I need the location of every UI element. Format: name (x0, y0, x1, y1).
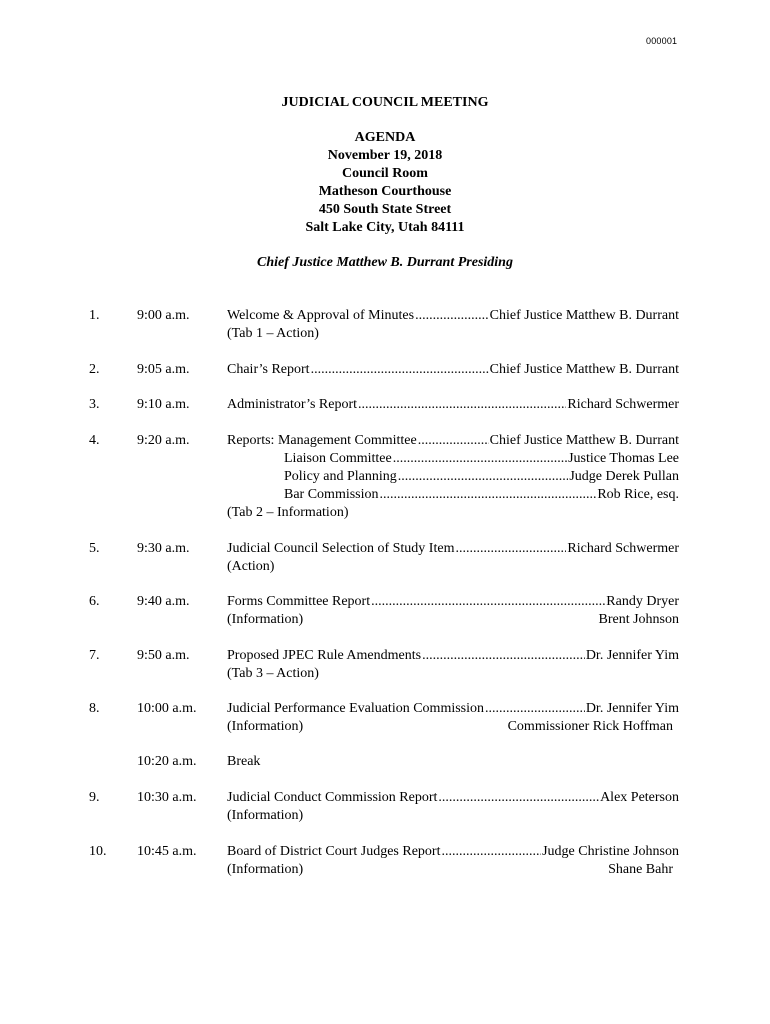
item-topic: Break (227, 754, 261, 769)
item-second-presenter: Shane Bahr (608, 862, 673, 877)
item-note: (Tab 1 – Action) (227, 326, 319, 341)
item-time: 9:05 a.m. (137, 362, 190, 377)
dot-leader (441, 843, 541, 861)
item-time: 9:50 a.m. (137, 648, 190, 663)
item-number: 7. (89, 648, 100, 663)
sub-report-name: Policy and Planning (284, 469, 397, 484)
item-time: 10:45 a.m. (137, 844, 197, 859)
item-time: 9:10 a.m. (137, 397, 190, 412)
meeting-building: Matheson Courthouse (318, 184, 452, 199)
dot-leader (311, 361, 489, 379)
sub-report-presenter: Rob Rice, esq. (597, 487, 679, 502)
item-topic: Proposed JPEC Rule Amendments (227, 648, 422, 663)
dot-leader (422, 647, 585, 665)
agenda-header (0, 94, 770, 237)
item-topic: Forms Committee Report (227, 594, 371, 609)
item-topic: Chair’s Report (227, 362, 310, 377)
dot-leader (415, 307, 489, 325)
item-note: (Information) (227, 612, 304, 627)
item-presenter: Alex Peterson (600, 790, 679, 805)
sub-report-name: Bar Commission (284, 487, 379, 502)
item-second-presenter: Commissioner Rick Hoffman (507, 719, 673, 734)
item-topic: Judicial Conduct Commission Report (227, 790, 438, 805)
item-time: 9:30 a.m. (137, 541, 190, 556)
item-presenter: Randy Dryer (606, 594, 679, 609)
item-number: 9. (89, 790, 100, 805)
item-note: (Information) (227, 808, 304, 823)
dot-leader (398, 468, 569, 486)
dot-leader (358, 396, 566, 414)
item-time: 9:40 a.m. (137, 594, 190, 609)
header-line: AGENDA (354, 130, 416, 145)
item-number: 10. (89, 844, 107, 859)
item-number: 1. (89, 308, 100, 323)
presiding-line: Chief Justice Matthew B. Durrant Presiding (257, 255, 513, 270)
item-number: 4. (89, 433, 100, 448)
sub-report-name: Liaison Committee (284, 451, 392, 466)
dot-leader (418, 432, 489, 450)
dot-leader (380, 486, 597, 504)
item-note: (Action) (227, 559, 275, 574)
dot-leader (485, 700, 585, 718)
meeting-date: November 19, 2018 (327, 148, 443, 163)
page-number: 000001 (646, 36, 678, 46)
dot-leader (455, 540, 566, 558)
item-presenter: Chief Justice Matthew B. Durrant (489, 308, 679, 323)
item-number: 3. (89, 397, 100, 412)
dot-leader (393, 450, 567, 468)
item-number: 2. (89, 362, 100, 377)
item-topic: Board of District Court Judges Report (227, 844, 441, 859)
sub-report-presenter: Judge Derek Pullan (569, 469, 679, 484)
item-presenter: Dr. Jennifer Yim (585, 701, 679, 716)
item-time: 10:20 a.m. (137, 754, 197, 769)
item-number: 5. (89, 541, 100, 556)
item-presenter: Judge Christine Johnson (542, 844, 679, 859)
item-topic: Administrator’s Report (227, 397, 358, 412)
item-presenter: Dr. Jennifer Yim (585, 648, 679, 663)
item-note: (Tab 2 – Information) (227, 505, 349, 520)
item-presenter: Chief Justice Matthew B. Durrant (489, 433, 679, 448)
item-second-presenter: Brent Johnson (598, 612, 679, 627)
dot-leader (371, 593, 605, 611)
item-time: 9:00 a.m. (137, 308, 190, 323)
item-note: (Tab 3 – Action) (227, 666, 319, 681)
item-time: 9:20 a.m. (137, 433, 190, 448)
item-note: (Information) (227, 719, 304, 734)
meeting-room: Council Room (342, 166, 428, 181)
item-number: 8. (89, 701, 100, 716)
item-topic: Judicial Performance Evaluation Commission (227, 701, 485, 716)
item-topic: Reports: Management Committee (227, 433, 417, 448)
meeting-street: 450 South State Street (318, 202, 452, 217)
item-presenter: Chief Justice Matthew B. Durrant (489, 362, 679, 377)
item-topic: Welcome & Approval of Minutes (227, 308, 415, 323)
meeting-city: Salt Lake City, Utah 84111 (305, 220, 465, 235)
item-number: 6. (89, 594, 100, 609)
item-time: 10:00 a.m. (137, 701, 197, 716)
item-presenter: Richard Schwermer (567, 397, 679, 412)
item-presenter: Richard Schwermer (567, 541, 679, 556)
item-note: (Information) (227, 862, 304, 877)
sub-report-presenter: Justice Thomas Lee (568, 451, 679, 466)
dot-leader (438, 789, 599, 807)
item-time: 10:30 a.m. (137, 790, 197, 805)
item-topic: Judicial Council Selection of Study Item (227, 541, 455, 556)
meeting-title: JUDICIAL COUNCIL MEETING (281, 95, 489, 110)
